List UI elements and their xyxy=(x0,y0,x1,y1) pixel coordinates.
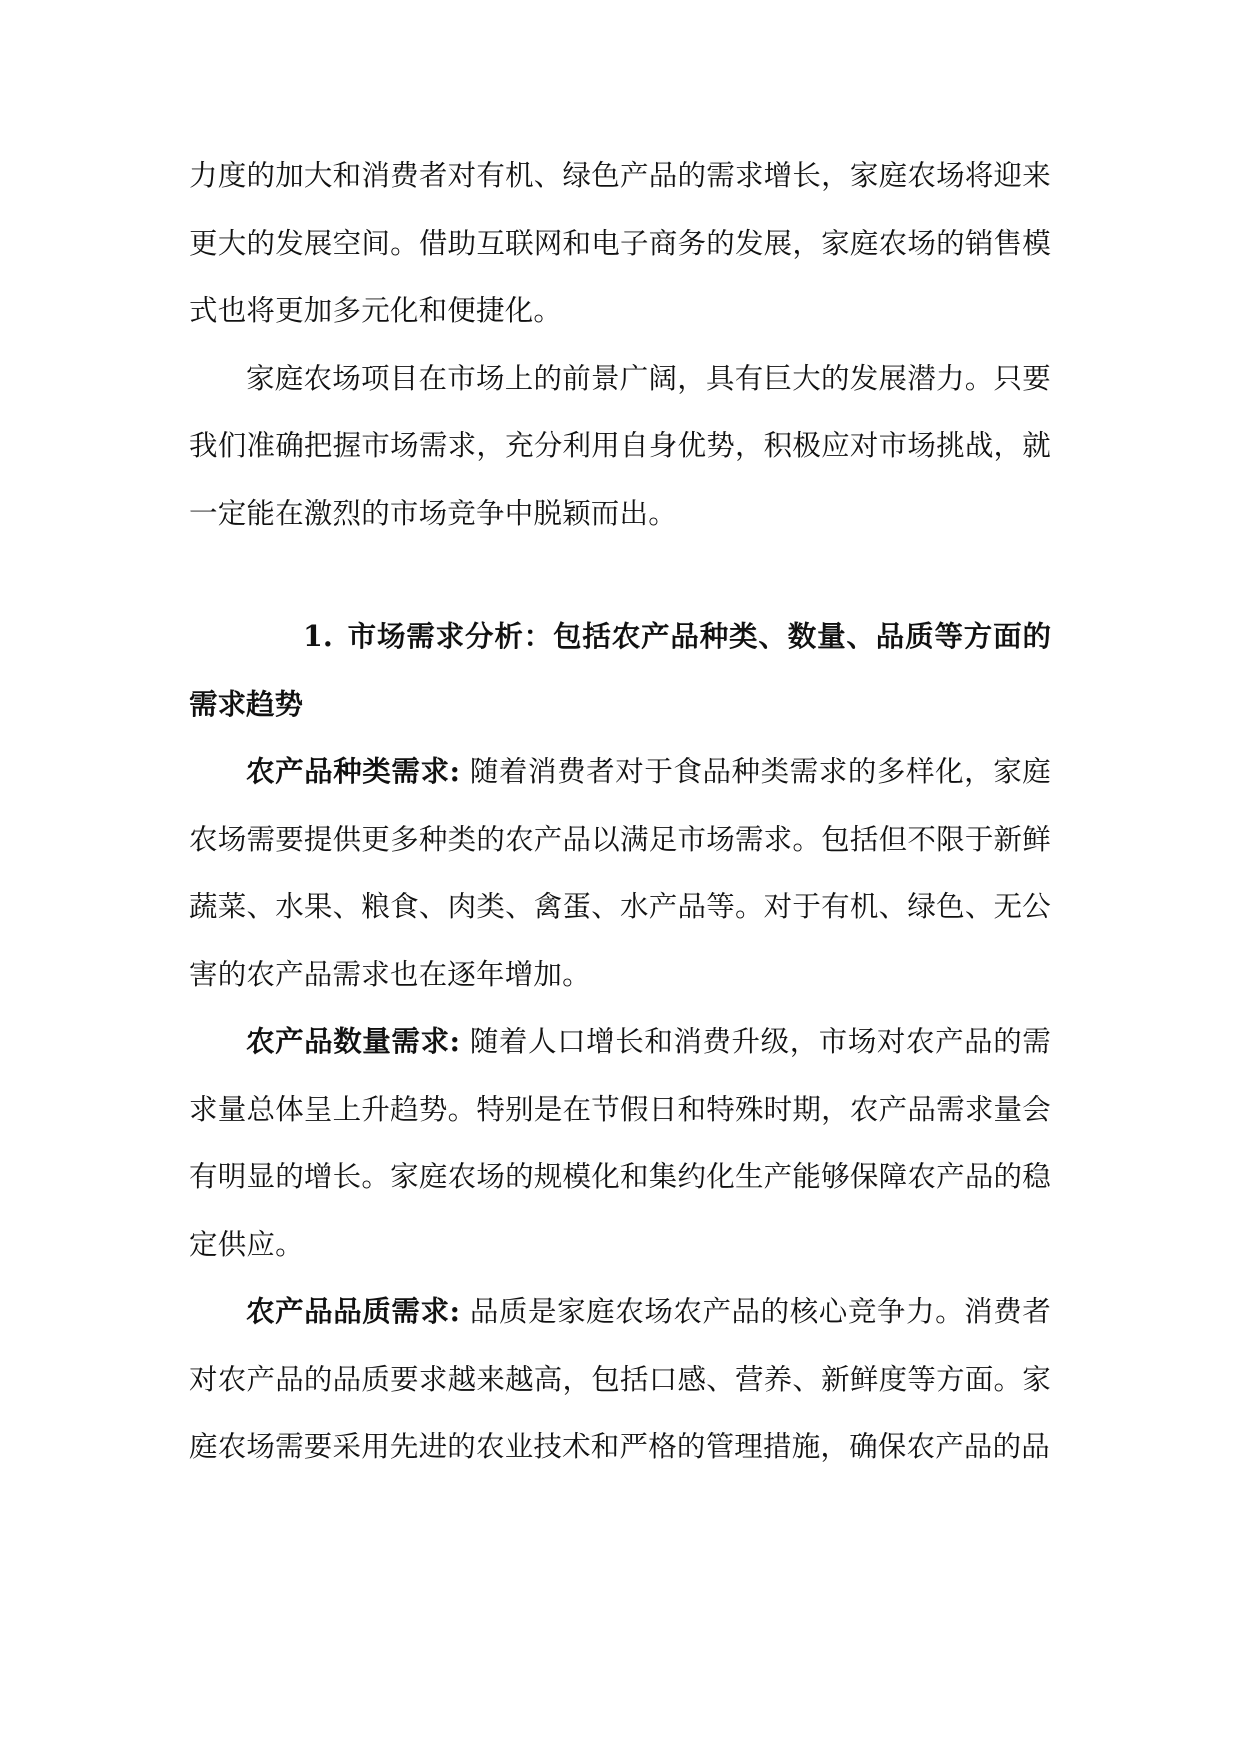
paragraph-quality-demand xyxy=(189,1278,1051,1481)
section-heading xyxy=(189,603,1051,738)
paragraph-text: 随着消费者对于食品种类需求的多样化，家庭农场需要提供更多种类的农产品以满足市场需求。包括但不限于新鲜蔬菜、水果、粮食、肉类、禽蛋、水产品等。对于有机、绿色、无公害的农产品需求也在逐年增加。 xyxy=(189,755,1051,991)
paragraph-lead: 农产品品质需求: xyxy=(246,1294,461,1328)
paragraph-variety-demand xyxy=(189,738,1051,1008)
document-body xyxy=(189,142,1051,1481)
paragraph-lead: 农产品种类需求: xyxy=(246,754,461,788)
paragraph-quantity-demand xyxy=(189,1008,1051,1278)
paragraph-continuation: 力度的加大和消费者对有机、绿色产品的需求增长，家庭农场将迎来更大的发展空间。借助互联网和电子商务的发展，家庭农场的销售模式也将更加多元化和便捷化。 xyxy=(189,159,1051,327)
paragraph-text: 品质是家庭农场农产品的核心竞争力。消费者对农产品的品质要求越来越高，包括口感、营养、新鲜度等方面。家庭农场需要采用先进的农业技术和严格的管理措施，确保农产品的品 xyxy=(189,1295,1051,1463)
section-number: 1. xyxy=(303,619,333,653)
section-heading-text: 市场需求分析：包括农产品种类、数量、品质等方面的需求趋势 xyxy=(189,619,1051,721)
paragraph-outlook: 家庭农场项目在市场上的前景广阔，具有巨大的发展潜力。只要我们准确把握市场需求，充分利用自身优势，积极应对市场挑战，就一定能在激烈的市场竞争中脱颖而出。 xyxy=(189,361,1051,530)
paragraph-text: 随着人口增长和消费升级，市场对农产品的需求量总体呈上升趋势。特别是在节假日和特殊时期，农产品需求量会有明显的增长。家庭农场的规模化和集约化生产能够保障农产品的稳定供应。 xyxy=(189,1025,1051,1261)
paragraph-lead: 农产品数量需求: xyxy=(246,1024,461,1058)
